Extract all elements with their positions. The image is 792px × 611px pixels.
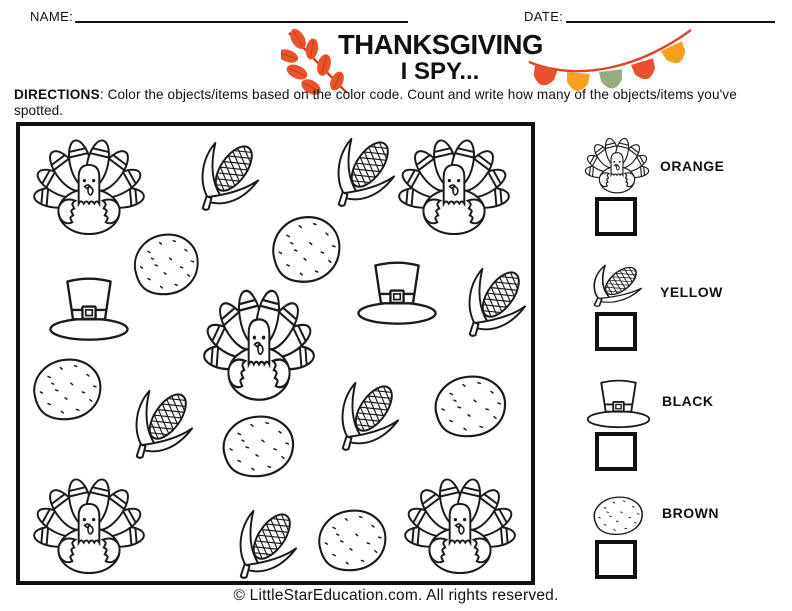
potato-illustration: [428, 370, 512, 442]
turkey-illustration: [401, 477, 519, 575]
date-input-line[interactable]: [566, 9, 775, 23]
corn-illustration: [330, 132, 396, 207]
footer-copyright: © LittleStarEducation.com. All rights reserved.: [233, 587, 559, 604]
potato-illustration: [312, 504, 392, 576]
directions-text: DIRECTIONS: Color the objects/items based on the color code. Count and write how many of the objects/items you've spotted.: [14, 87, 737, 118]
name-label: NAME:: [30, 9, 74, 24]
potato-icon: [589, 493, 647, 538]
corn-icon: [587, 261, 643, 307]
potato-illustration: [128, 228, 204, 300]
corn-illustration: [232, 504, 298, 579]
count-box-potato[interactable]: [595, 540, 637, 579]
count-box-corn[interactable]: [595, 312, 637, 351]
bunting-flag: [631, 58, 658, 82]
name-input-line[interactable]: [75, 9, 408, 23]
potato-illustration: [266, 210, 346, 288]
directions-label: DIRECTIONS: [14, 87, 100, 102]
title-block: [338, 30, 542, 84]
corn-illustration: [461, 262, 527, 337]
color-label-yellow: YELLOW: [660, 284, 723, 300]
date-label: DATE:: [524, 9, 564, 24]
hat-illustration: [42, 274, 136, 342]
page-title: THANKSGIVING: [338, 29, 543, 60]
count-box-turkey[interactable]: [595, 197, 637, 236]
puzzle-box: [16, 122, 535, 585]
color-label-black: BLACK: [662, 393, 714, 409]
turkey-illustration: [30, 138, 148, 236]
potato-illustration: [216, 410, 300, 482]
color-label-orange: ORANGE: [660, 158, 725, 174]
page-subtitle: I SPY...: [400, 58, 480, 85]
corn-illustration: [334, 376, 400, 451]
potato-illustration: [27, 353, 107, 425]
count-box-hat[interactable]: [595, 432, 637, 471]
turkey-illustration: [395, 138, 513, 236]
hat-icon: [581, 377, 656, 429]
bunting-icon: [527, 26, 695, 92]
turkey-icon: [583, 137, 651, 194]
hat-illustration: [350, 258, 444, 326]
turkey-illustration: [200, 288, 318, 402]
corn-illustration: [128, 384, 194, 459]
turkey-illustration: [30, 477, 148, 575]
color-label-brown: BROWN: [662, 505, 719, 521]
corn-illustration: [194, 136, 260, 211]
